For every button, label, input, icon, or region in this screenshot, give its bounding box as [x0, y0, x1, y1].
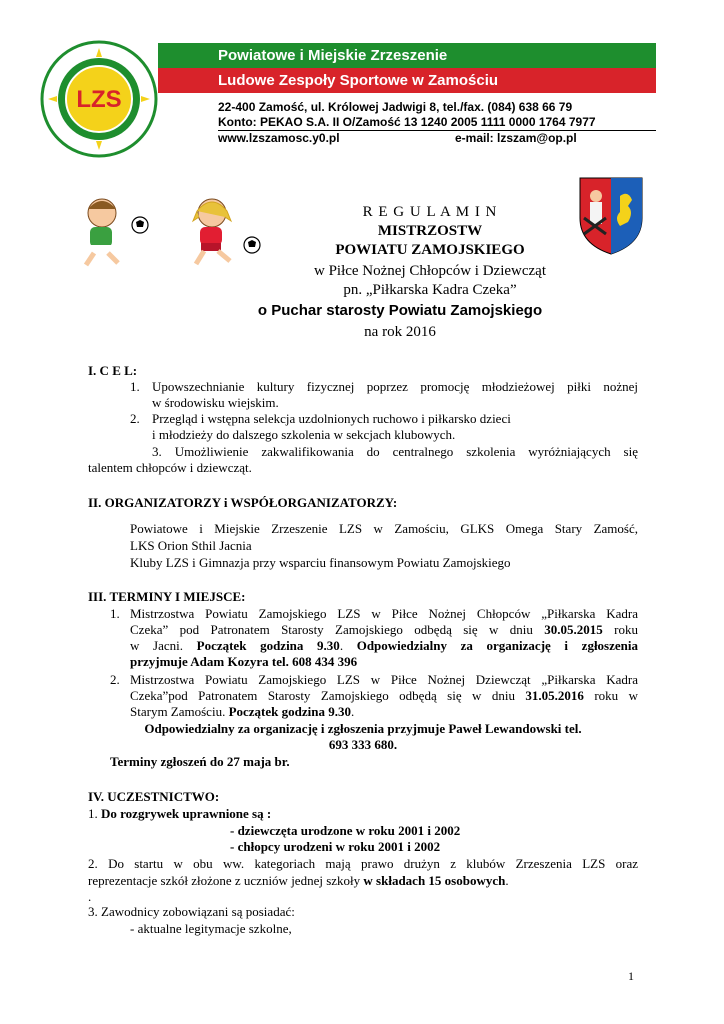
list-item-text: przyjmuje Adam Kozyra tel. 608 434 396: [130, 654, 358, 669]
org-address: 22-400 Zamość, ul. Królowej Jadwigi 8, tel./fax. (084) 638 66 79: [218, 100, 573, 114]
list-item-number: 1.: [130, 379, 140, 394]
page-number: 1: [628, 969, 634, 983]
section-heading-participation: IV. UCZESTNICTWO:: [88, 789, 220, 804]
required-document: - aktualne legitymacje szkolne,: [130, 921, 292, 936]
list-item-number: 2.: [110, 672, 120, 687]
list-item-text: Mistrzostwa Powiatu Zamojskiego LZS w Piłce Nożnej Dziewcząt „Piłkarska Kadra: [130, 672, 638, 687]
stray-dot: .: [88, 889, 92, 904]
doc-title-line5: pn. „Piłkarska Kadra Czeka”: [343, 282, 517, 298]
eligible-girls: - dziewczęta urodzone w roku 2001 i 2002: [230, 823, 461, 838]
lzs-logo: [40, 40, 158, 158]
list-item-text: w środowisku wiejskim.: [152, 395, 279, 410]
doc-title-line3: POWIATU ZAMOJSKIEGO: [335, 242, 525, 258]
doc-title-line6: o Puchar starosty Powiatu Zamojskiego: [257, 302, 543, 319]
section-heading-organizers: II. ORGANIZATORZY i WSPÓŁORGANIZATORZY:: [88, 495, 398, 510]
section-heading-dates: III. TERMINY I MIEJSCE:: [88, 589, 246, 604]
org-email: e-mail: lzszam@op.pl: [455, 131, 577, 145]
list-item-text: Upowszechnianie kultury fizycznej poprzez promocję młodzieżowej piłki nożnej: [152, 379, 638, 394]
registration-deadline: Terminy zgłoszeń do 27 maja br.: [110, 754, 290, 769]
section-heading-cel: I. C E L:: [88, 363, 138, 378]
organizers-text: LKS Orion Sthil Jacnia: [130, 538, 252, 553]
svg-text:LZS: LZS: [76, 86, 122, 113]
eligible-boys: - chłopcy urodzeni w roku 2001 i 2002: [230, 839, 441, 854]
list-item-text: w Jacni. Początek godzina 9.30. Odpowiedzialny za organizację i zgłoszenia: [130, 638, 638, 653]
participation-point: reprezentacje szkół złożone z uczniów jednej szkoły w składach 15 osobowych.: [88, 873, 509, 888]
list-item-text: 3. Umożliwienie zakwalifikowania do centralnego szkolenia wyróżniających się: [152, 444, 638, 459]
org-website: www.lzszamosc.y0.pl: [218, 131, 340, 145]
list-item-text: Starym Zamościu. Początek godzina 9.30.: [130, 704, 355, 719]
org-name-line2: Ludowe Zespoły Sportowe w Zamościu: [218, 72, 499, 89]
list-item-text: Czeka”pod Patronatem Starosty Zamojskiego odbędą się w dniu 31.05.2016 roku w: [130, 688, 638, 703]
responsible-person: Odpowiedzialny za organizację i zgłoszenia przyjmuje Paweł Lewandowski tel.: [144, 721, 582, 736]
list-item-text: Czeka” pod Patronatem Starosty Zamojskiego odbędą się w dniu 30.05.2015 roku: [130, 622, 638, 637]
list-item-text: Mistrzostwa Powiatu Zamojskiego LZS w Piłce Nożnej Chłopców „Piłkarska Kadra: [130, 606, 638, 621]
organizers-text: Kluby LZS i Gimnazja przy wsparciu finansowym Powiatu Zamojskiego: [130, 555, 511, 570]
list-item-number: 1.: [110, 606, 120, 621]
doc-title-regulamin: R E G U L A M I N: [362, 204, 498, 220]
participation-point: 1. Do rozgrywek uprawnione są :: [88, 806, 272, 821]
org-name-line1: Powiatowe i Miejskie Zrzeszenie: [218, 47, 448, 64]
list-item-text: talentem chłopców i dziewcząt.: [88, 460, 252, 475]
organizers-text: Powiatowe i Miejskie Zrzeszenie LZS w Zamościu, GLKS Omega Stary Zamość,: [130, 521, 638, 536]
participation-point: 3. Zawodnicy zobowiązani są posiadać:: [88, 904, 295, 919]
participation-point: 2. Do startu w obu ww. kategoriach mają prawo drużyn z klubów Zrzeszenia LZS oraz: [88, 856, 638, 871]
boy-football-clipart: [60, 195, 155, 270]
list-item-number: 2.: [130, 411, 140, 426]
org-bank-account: Konto: PEKAO S.A. II O/Zamość 13 1240 2005 1111 0000 1764 7977: [218, 115, 596, 129]
list-item-text: i młodzieży do dalszego szkolenia w sekcjach klubowych.: [152, 427, 456, 442]
doc-title-line2: MISTRZOSTW: [377, 223, 483, 239]
doc-title-line4: w Piłce Nożnej Chłopców i Dziewcząt: [313, 263, 546, 279]
doc-title-year: na rok 2016: [364, 324, 436, 340]
responsible-phone: 693 333 680.: [328, 737, 398, 752]
list-item-text: Przegląd i wstępna selekcja uzdolnionych ruchowo i piłkarsko dzieci: [152, 411, 511, 426]
